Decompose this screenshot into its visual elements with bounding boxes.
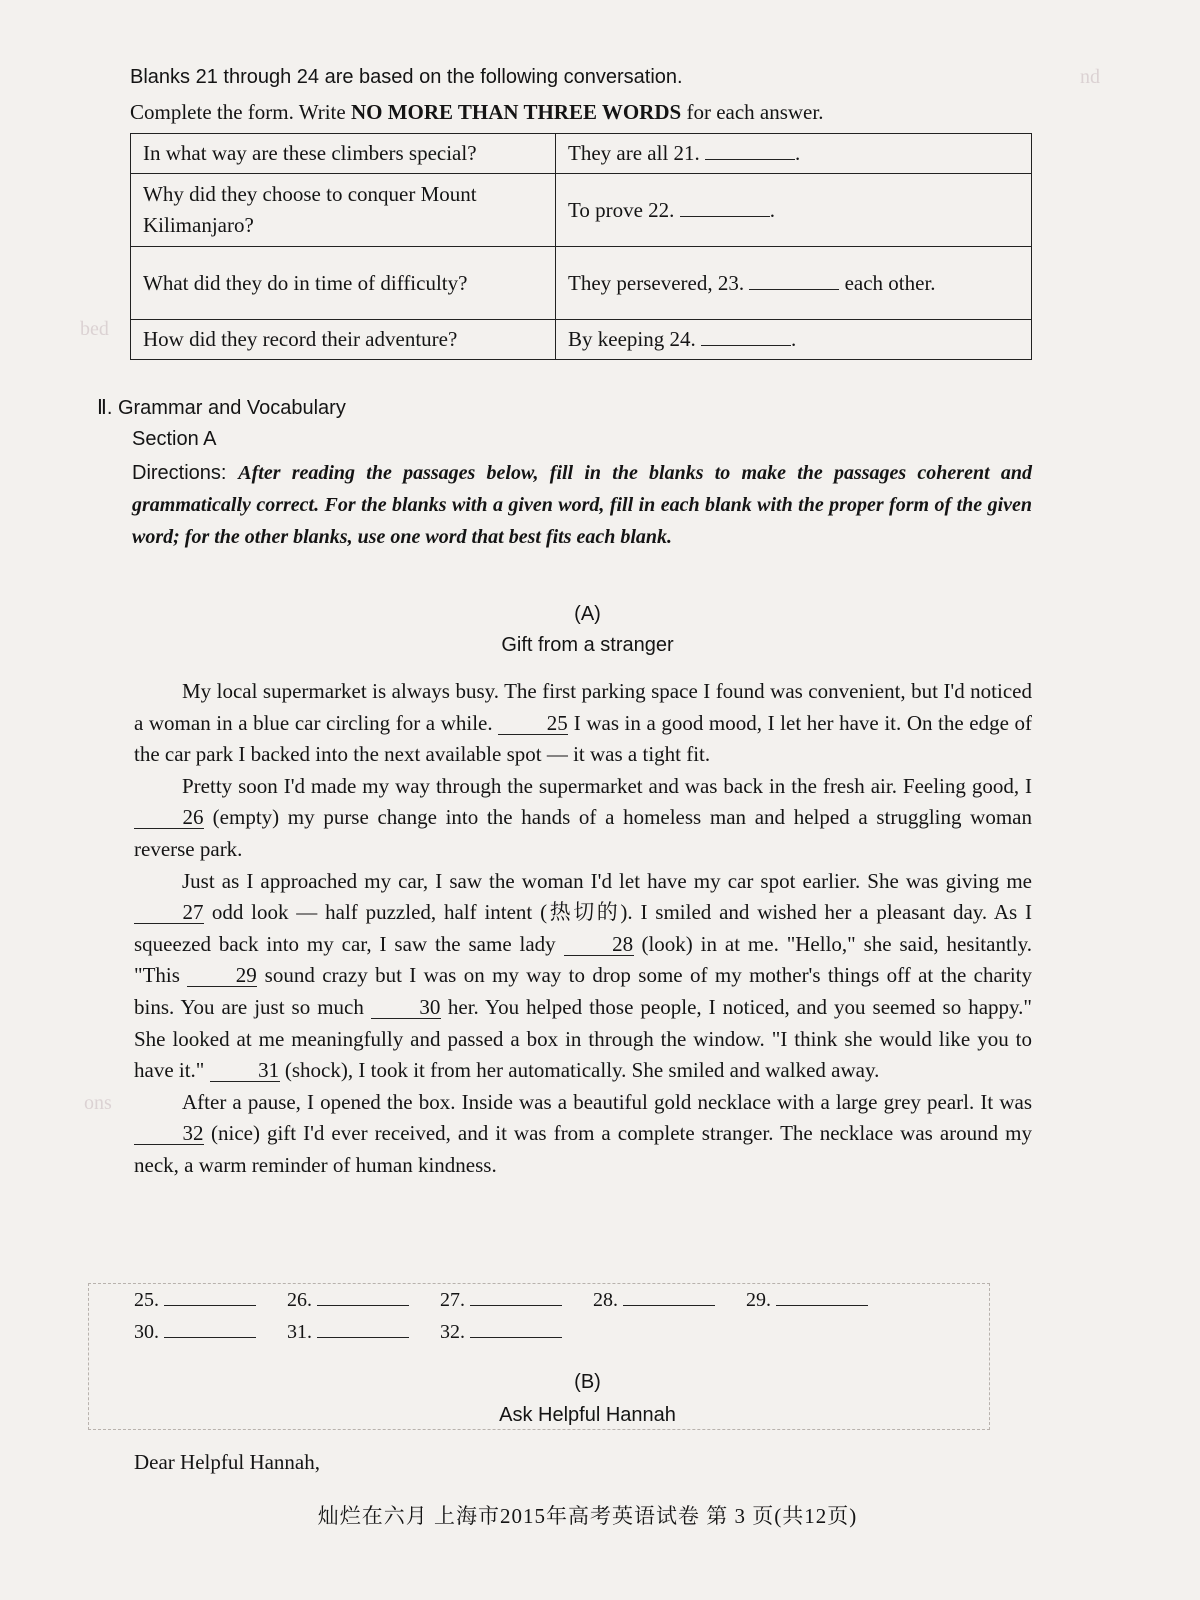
bleed-through-mark: bed: [80, 318, 109, 340]
form-question: How did they record their adventure?: [131, 320, 556, 360]
directions: Directions: After reading the passages below, fill in the blanks to make the passages coherent and grammatically correct. For the blanks with a given word, fill in each blank with the proper form of the given word; for the other blanks, use one word that best fits each blank.: [132, 462, 1033, 548]
passage-a: [134, 676, 1032, 1182]
form-row: [131, 247, 1032, 320]
part-a-label: (A): [574, 603, 601, 625]
answer-blank-23: [749, 269, 839, 290]
part-a-title: Gift from a stranger: [501, 634, 674, 656]
gap-27: 27: [134, 901, 204, 924]
answer-line[interactable]: [623, 1287, 715, 1306]
form-row: [131, 174, 1032, 247]
paragraph: Pretty soon I'd made my way through the supermarket and was back in the fresh air. Feeling good, I 26 (empty) my purse change into the hands of a homeless man and helped a struggling woman reverse park.: [134, 773, 1032, 861]
form-answer: They persevered, 23. each other.: [556, 247, 1032, 320]
page-footer: 灿烂在六月 上海市2015年高考英语试卷 第 3 页(共12页): [317, 1504, 858, 1528]
form-answer: By keeping 24. .: [556, 320, 1032, 360]
bleed-through-mark: nd: [1080, 66, 1100, 88]
answer-blank-24: [701, 325, 791, 346]
answer-item: 30.: [134, 1319, 256, 1344]
bleed-through-mark: ons: [84, 1092, 112, 1114]
gap-28: 28: [564, 933, 634, 956]
section-subheading: Section A: [132, 428, 217, 450]
part-b-label: (B): [574, 1371, 601, 1393]
form-answer: They are all 21. .: [556, 134, 1032, 174]
answer-line[interactable]: [164, 1319, 256, 1338]
answer-item: 27.: [440, 1287, 562, 1312]
answer-form-table: [130, 133, 1032, 360]
answer-item: 29.: [746, 1287, 868, 1312]
form-row: [131, 320, 1032, 360]
paragraph: My local supermarket is always busy. The first parking space I found was convenient, but I'd noticed a woman in a blue car circling for a while. 25 I was in a good mood, I let her have it. On the edge of the car park I backed into the next available spot — it was a tight fit.: [134, 679, 1032, 767]
form-instruction-heading: Blanks 21 through 24 are based on the following conversation.: [130, 66, 683, 88]
answer-blank-22: [680, 196, 770, 217]
answer-row: [134, 1287, 894, 1312]
answer-item: 31.: [287, 1319, 409, 1344]
form-row: [131, 134, 1032, 174]
form-question: In what way are these climbers special?: [131, 134, 556, 174]
gap-29: 29: [187, 964, 257, 987]
answer-item: 32.: [440, 1319, 562, 1344]
letter-salutation: Dear Helpful Hannah,: [134, 1450, 321, 1474]
gap-25: 25: [498, 712, 568, 735]
section-heading: Ⅱ. Grammar and Vocabulary: [97, 397, 346, 419]
gap-26: 26: [134, 806, 204, 829]
gap-32: 32: [134, 1122, 204, 1145]
answer-line[interactable]: [164, 1287, 256, 1306]
answer-line[interactable]: [776, 1287, 868, 1306]
answer-line[interactable]: [470, 1319, 562, 1338]
gap-30: 30: [371, 996, 441, 1019]
gap-31: 31: [210, 1059, 280, 1082]
answer-line[interactable]: [317, 1287, 409, 1306]
part-b-title: Ask Helpful Hannah: [499, 1404, 676, 1426]
form-instruction: Complete the form. Write NO MORE THAN THREE WORDS for each answer.: [130, 100, 824, 124]
form-question: Why did they choose to conquer Mount Kilimanjaro?: [131, 174, 556, 247]
answer-line[interactable]: [470, 1287, 562, 1306]
answer-item: 28.: [593, 1287, 715, 1312]
answer-line[interactable]: [317, 1319, 409, 1338]
answer-row: [134, 1319, 588, 1344]
paragraph: Just as I approached my car, I saw the woman I'd let have my car spot earlier. She was giving me 27 odd look — half puzzled, half intent (热切的). I smiled and wished her a pleasant day. As I squeezed back into my car, I saw the same lady 28 (look) in at me. "Hello," she said, hesitantly. "This 29 sound crazy but I was on my way to drop some of my mother's things off at the charity bins. You are just so much 30 her. You helped those people, I noticed, and you seemed so happy." She looked at me meaningfully and passed a box in through the window. "I think she would like you to have it." 31 (shock), I took it from her automatically. She smiled and walked away.: [134, 868, 1033, 1083]
form-question: What did they do in time of difficulty?: [131, 247, 556, 320]
paragraph: After a pause, I opened the box. Inside was a beautiful gold necklace with a large grey pearl. It was 32 (nice) gift I'd ever received, and it was from a complete stranger. The necklace was around my neck, a warm reminder of human kindness.: [134, 1089, 1032, 1177]
answer-blank-21: [705, 139, 795, 160]
answer-item: 26.: [287, 1287, 409, 1312]
answer-item: 25.: [134, 1287, 256, 1312]
form-answer: To prove 22. .: [556, 174, 1032, 247]
